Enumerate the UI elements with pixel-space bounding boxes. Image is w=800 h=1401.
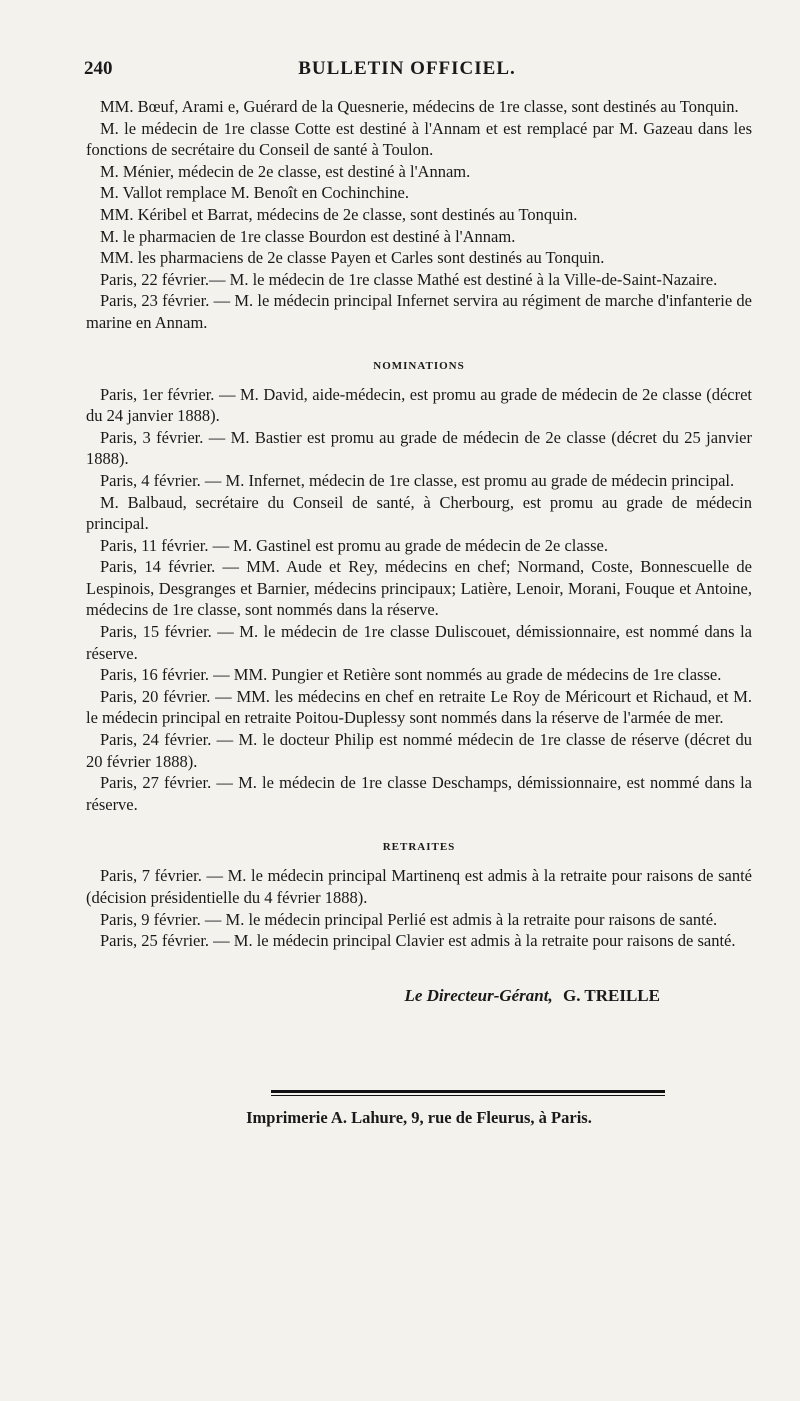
- paragraph: Paris, 4 février. — M. Infernet, médecin de 1re classe, est promu au grade de médecin principal.: [100, 470, 735, 490]
- paragraph: Paris, 20 février. — MM. les médecins en chef en retraite Le Roy de Méricourt et Richaud, et M. le médecin principal en retraite Poitou-Duplessy sont nommés dans la réserve de l'armée de mer.: [86, 686, 752, 728]
- signature-name: G. TREILLE: [562, 985, 660, 1005]
- section-heading-nominations: NOMINATIONS: [373, 359, 465, 372]
- paragraph: Paris, 23 février. — M. le médecin principal Infernet servira au régiment de marche d'infanterie de marine en Annam.: [86, 291, 752, 332]
- paragraph: Paris, 11 février. — M. Gastinel est promu au grade de médecin de 2e classe.: [100, 535, 608, 555]
- paragraph: MM. Kéribel et Barrat, médecins de 2e classe, sont destinés au Tonquin.: [100, 204, 578, 224]
- signature-role: Le Directeur-Gérant,: [404, 985, 553, 1005]
- paragraph: MM. Bœuf, Arami e, Guérard de la Quesnerie, médecins de 1re classe, sont destinés au Tonquin.: [100, 97, 739, 116]
- section-heading-retraites: RETRAITES: [382, 841, 456, 854]
- paragraph: Paris, 22 février.— M. le médecin de 1re classe Mathé est destiné à la Ville-de-Saint-Nazaire.: [100, 269, 718, 289]
- paragraph: Paris, 3 février. — M. Bastier est promu au grade de médecin de 2e classe (décret du 25 janvier 1888).: [86, 427, 752, 469]
- page-body: [86, 96, 752, 1128]
- paragraph: M. Ménier, médecin de 2e classe, est destiné à l'Annam.: [100, 161, 471, 181]
- divider: [271, 1090, 665, 1096]
- page-number: 240: [84, 58, 113, 79]
- paragraph: Paris, 25 février. — M. le médecin principal Clavier est admis à la retraite pour raisons de santé.: [100, 931, 736, 951]
- running-title: BULLETIN OFFICIEL.: [298, 58, 516, 79]
- paragraph: MM. les pharmaciens de 2e classe Payen et Carles sont destinés au Tonquin.: [100, 248, 605, 268]
- paragraph: Paris, 24 février. — M. le docteur Philip est nommé médecin de 1re classe de réserve (décret du 20 février 1888).: [86, 730, 752, 771]
- paragraph: Paris, 9 février. — M. le médecin principal Perlié est admis à la retraite pour raisons de santé.: [100, 909, 718, 929]
- paragraph: M. Balbaud, secrétaire du Conseil de santé, à Cherbourg, est promu au grade de médecin principal.: [86, 492, 752, 534]
- imprint: Imprimerie A. Lahure, 9, rue de Fleurus, à Paris.: [246, 1107, 592, 1127]
- paragraph: Paris, 15 février. — M. le médecin de 1re classe Duliscouet, démissionnaire, est nommé dans la réserve.: [86, 622, 752, 663]
- paragraph: Paris, 7 février. — M. le médecin principal Martinenq est admis à la retraite pour raisons de santé (décision présidentielle du 4 février 1888).: [86, 866, 752, 907]
- signature: [86, 986, 752, 1006]
- paragraph: Paris, 1er février. — M. David, aide-médecin, est promu au grade de médecin de 2e classe (décret du 24 janvier 1888).: [86, 384, 752, 426]
- page-header: [84, 58, 730, 88]
- paragraph: M. Vallot remplace M. Benoît en Cochinchine.: [100, 183, 410, 203]
- paragraph: Paris, 16 février. — MM. Pungier et Retière sont nommés au grade de médecins de 1re classe.: [100, 665, 722, 685]
- paragraph: Paris, 27 février. — M. le médecin de 1re classe Deschamps, démissionnaire, est nommé dans la réserve.: [86, 773, 752, 814]
- paragraph: M. le médecin de 1re classe Cotte est destiné à l'Annam et est remplacé par M. Gazeau dans les fonctions de secrétaire du Conseil de santé à Toulon.: [86, 118, 752, 160]
- paragraph: Paris, 14 février. — MM. Aude et Rey, médecins en chef; Normand, Coste, Bonnescuelle de Lespinois, Desgranges et Barnier, médecins principaux; Latière, Lenoir, Morani, Fouque et Antoine, médecins de 1re classe, sont nommés dans la réserve.: [86, 557, 752, 620]
- paragraph: M. le pharmacien de 1re classe Bourdon est destiné à l'Annam.: [100, 226, 516, 246]
